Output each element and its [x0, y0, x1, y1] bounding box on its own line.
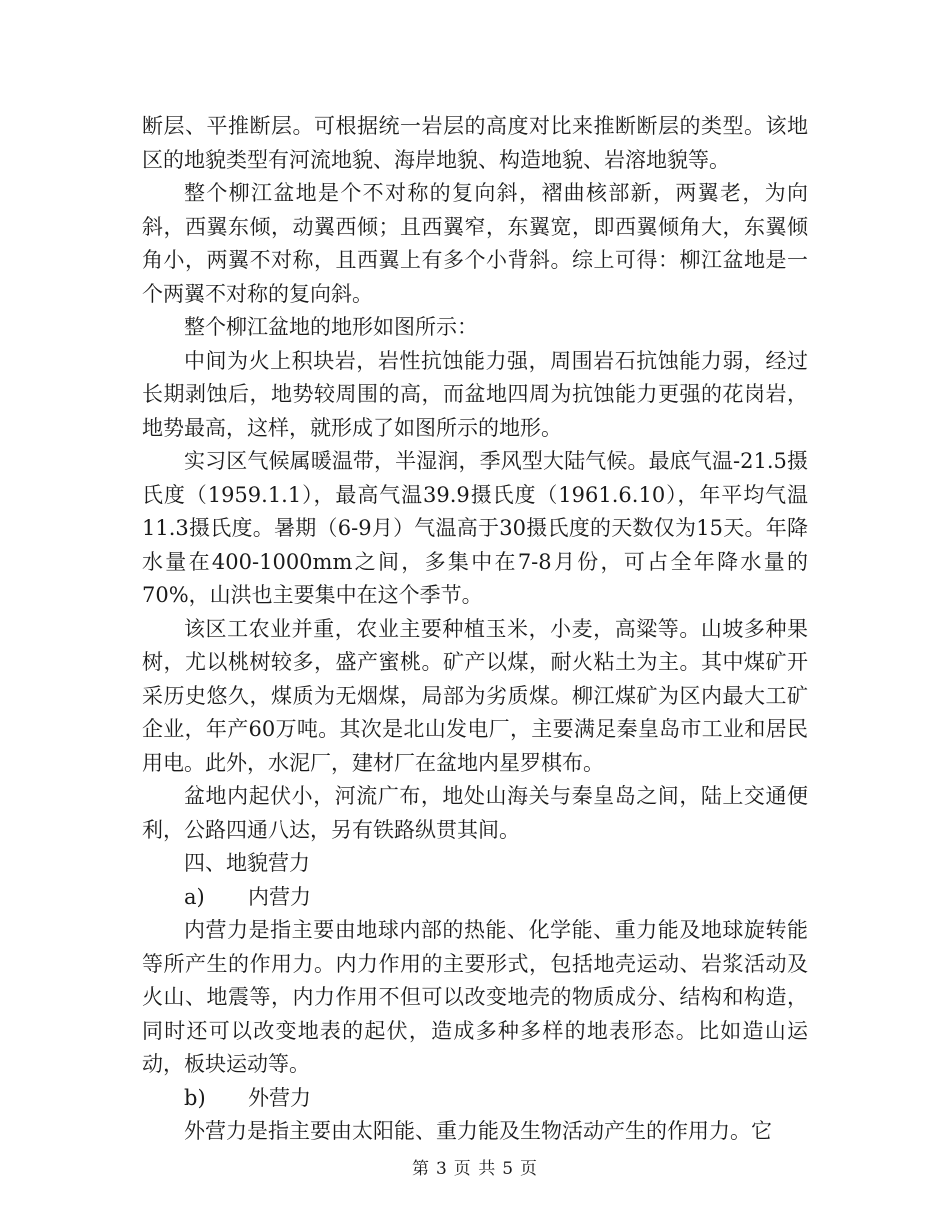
page-total: 5 [502, 1159, 515, 1179]
section-heading: 四、地貌营力 [184, 851, 310, 875]
subsection-number: b) [184, 1085, 206, 1110]
paragraph: 内营力是指主要由地球内部的热能、化学能、重力能及地球旋转能等所产生的作用力。内力作用的主要形式，包括地壳运动、岩浆活动及火山、地震等，内力作用不但可以改变地壳的物质成分、结构和构造，同时还可以改变地表的起伏，造成多种多样的地表形态。比如造山运动，板块运动等。 [142, 918, 808, 1076]
paragraph: 该区工农业并重，农业主要种植玉米，小麦，高粱等。山坡多种果树，尤以桃树较多，盛产蜜桃。矿产以煤，耐火粘土为主。其中煤矿开采历史悠久，煤质为无烟煤，局部为劣质煤。柳江煤矿为区内最大工矿企业，年产60万吨。其次是北山发电厂，主要满足秦皇岛市工业和居民用电。此外，水泥厂，建材厂在盆地内星罗棋布。 [142, 616, 808, 775]
paragraph: 整个柳江盆地是个不对称的复向斜，褶曲核部新，两翼老，为向斜，西翼东倾，动翼西倾；且西翼窄，东翼宽，即西翼倾角大，东翼倾角小，两翼不对称，且西翼上有多个小背斜。综上可得：柳江盆地是一个两翼不对称的复向斜。 [142, 181, 808, 306]
paragraph: 实习区气候属暖温带，半湿润，季风型大陆气候。最底气温-21.5摄氏度（1959.1.1），最高气温39.9摄氏度（1961.6.10），年平均气温11.3摄氏度。暑期（6-9月）气温高于30摄氏度的天数仅为15天。年降水量在400-1000mm之间，多集中在7-8月份，可占全年降水量的70%，山洪也主要集中在这个季节。 [142, 449, 808, 607]
subsection-title: 内营力 [248, 884, 311, 909]
footer-middle: 页 共 [453, 1159, 497, 1179]
page-number: 3 [435, 1159, 448, 1179]
footer-suffix: 页 [520, 1159, 539, 1179]
subsection-heading-a [142, 881, 808, 915]
paragraph: 盆地内起伏小，河流广布，地处山海关与秦皇岛之间，陆上交通便利，公路四通八达，另有铁路纵贯其间。 [142, 784, 808, 842]
footer-prefix: 第 [411, 1159, 430, 1179]
page-footer [0, 1154, 950, 1179]
subsection-title: 外营力 [248, 1085, 311, 1110]
subsection-heading-b [142, 1082, 808, 1116]
paragraph: 整个柳江盆地的地形如图所示： [184, 315, 478, 339]
paragraph: 外营力是指主要由太阳能、重力能及生物活动产生的作用力。它 [184, 1119, 772, 1143]
body-text [142, 110, 808, 1149]
paragraph: 中间为火上积块岩，岩性抗蚀能力强，周围岩石抗蚀能力弱，经过长期剥蚀后，地势较周围的高，而盆地四周为抗蚀能力更强的花岗岩，地势最高，这样，就形成了如图所示的地形。 [142, 348, 808, 440]
paragraph: 断层、平推断层。可根据统一岩层的高度对比来推断断层的类型。该地区的地貌类型有河流地貌、海岸地貌、构造地貌、岩溶地貌等。 [142, 114, 808, 172]
subsection-number: a) [184, 884, 205, 909]
